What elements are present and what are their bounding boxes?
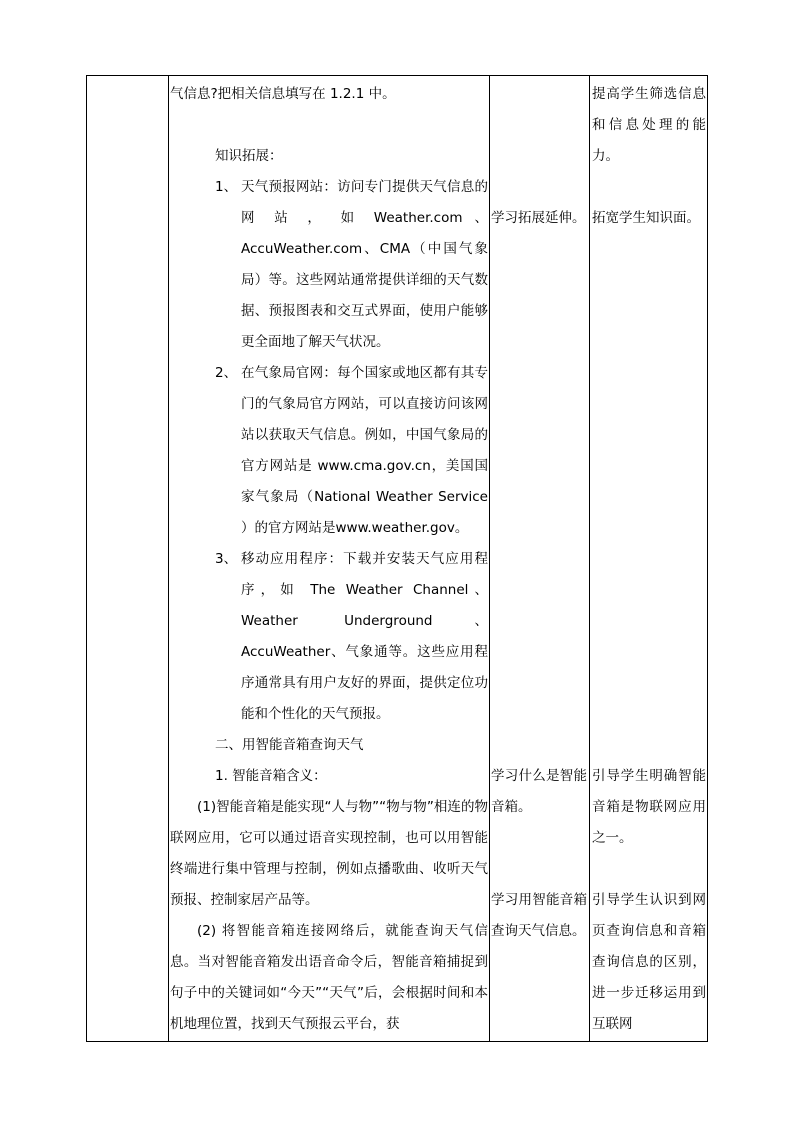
item-number: 3、 — [215, 551, 238, 567]
item-number: 1、 — [215, 179, 238, 195]
activity-text: 学习用智能音箱查询天气信息。 — [491, 892, 587, 939]
intent-information-processing — [592, 79, 706, 172]
list-item — [170, 544, 488, 730]
paragraph-two: (2) 将智能音箱连接网络后，就能查询天气信息。当对智能音箱发出语音命令后，智能音箱捕捉到句子中的关键词如“今天”“天气”后，会根据时间和本机地理位置，找到天气预报云平台，获 — [170, 923, 488, 1032]
item-text: 天气预报网站：访问专门提供天气信息的 网 站 ， 如 Weather.com 、AccuWeather.com、CMA（中国气象局）等。这些网站通常提供详细的天气数据、预报图表和交互式界面，使用户能够更全面地了解天气状况。 — [241, 179, 488, 350]
activity-speaker-weather — [491, 885, 587, 947]
intent-text: 拓宽学生知识面。 — [592, 210, 700, 226]
item-text: 移动应用程序：下载并安装天气应用程序，如 The Weather Channel、Weather Underground、AccuWeather、气象通等。这些应用程序通常具有用户友好的界面，提供定位功能和个性化的天气预报。 — [241, 551, 488, 722]
intent-text: 引导学生认识到网页查询信息和音箱查询信息的区别，进一步迁移运用到互联网 — [592, 892, 706, 1032]
intro-text: 气信息?把相关信息填写在 1.2.1 中。 — [170, 86, 396, 102]
lesson-table — [86, 75, 708, 1042]
intent-text: 提高学生筛选信息和信息处理的能力。 — [592, 86, 706, 164]
intent-broaden-knowledge — [592, 203, 706, 234]
section-two-heading: 二、用智能音箱查询天气 — [215, 737, 364, 753]
column-divider-1 — [168, 76, 169, 1041]
list-item — [170, 172, 488, 358]
item-text: 在气象局官网：每个国家或地区都有其专门的气象局官方网站，可以直接访问该网站以获取天气信息。例如，中国气象局的官方网站是 www.cma.gov.cn，美国国家气象局（National Weather Service ）的官方网站是www.weather.gov。 — [241, 365, 488, 536]
column-divider-3 — [589, 76, 590, 1041]
item-number: 2、 — [215, 365, 238, 381]
intent-iot-application — [592, 761, 706, 854]
extension-title: 知识拓展： — [215, 148, 283, 164]
activity-text: 学习什么是智能音箱。 — [491, 768, 587, 815]
list-item — [170, 358, 488, 544]
activity-speaker-meaning — [491, 761, 587, 823]
content-intro-line — [170, 79, 488, 110]
intent-text: 引导学生明确智能音箱是物联网应用之一。 — [592, 768, 706, 846]
activity-extension — [491, 203, 587, 234]
intent-query-difference — [592, 885, 706, 1040]
column-divider-2 — [489, 76, 490, 1041]
knowledge-extension-block — [170, 141, 488, 1040]
paragraph-one: (1)智能音箱是能实现“人与物”“物与物”相连的物联网应用，它可以通过语音实现控制，也可以用智能终端进行集中管理与控制，例如点播歌曲、收听天气预报、控制家居产品等。 — [170, 799, 488, 908]
sub-one-heading: 1. 智能音箱含义： — [215, 768, 327, 784]
activity-text: 学习拓展延伸。 — [491, 210, 586, 226]
